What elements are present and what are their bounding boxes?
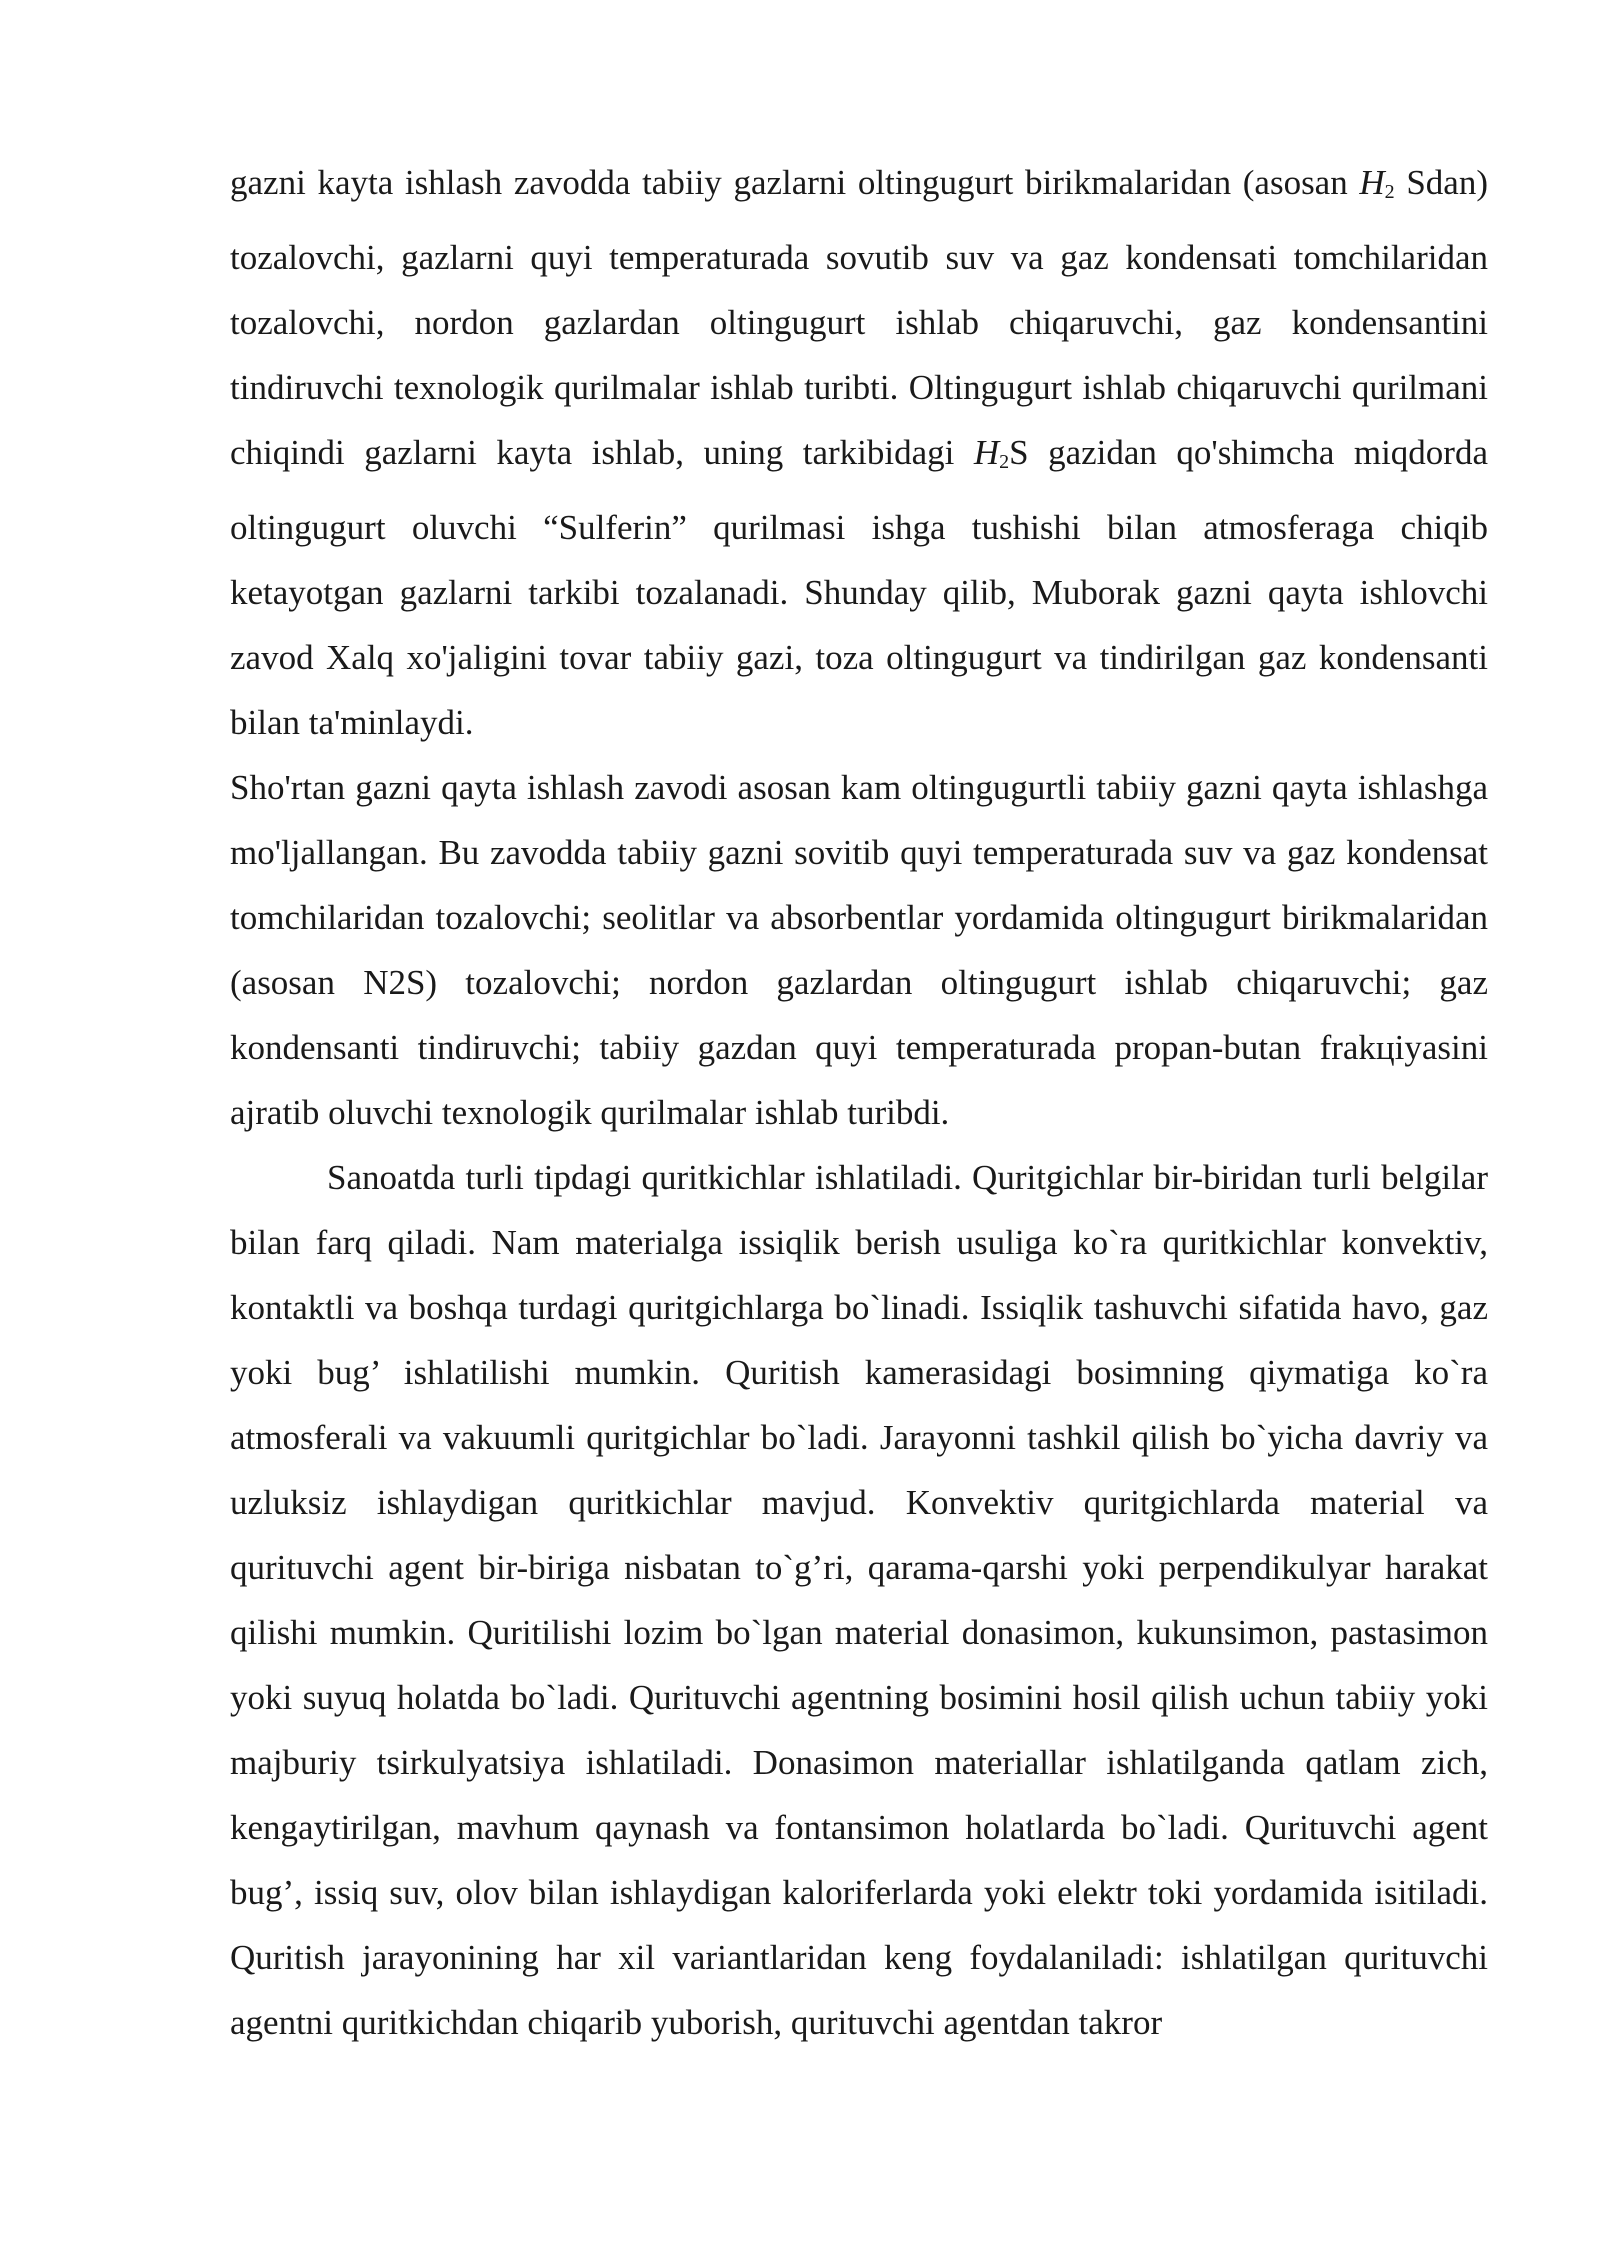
formula-h2s-subscript: 2 <box>999 451 1010 473</box>
formula-h2s-symbol: H <box>973 433 1000 472</box>
paragraph-text-segment: gazni kayta ishlash zavodda tabiiy gazlarni oltingugurt birikmalaridan (asosan <box>230 163 1360 202</box>
paragraph-text-segment: S gazidan qo'shimcha miqdorda oltingugurt oluvchi “Sulferin” qurilmasi ishga tushishi bilan atmosferaga chiqib ketayotgan gazlarni tarkibi tozalanadi. Shunday qilib, Muborak gazni qayta ishlovchi zavod Xalq xo'jaligini tovar tabiiy gazi, toza oltingugurt va tindirilgan gaz kondensanti bilan ta'minlaydi. <box>230 433 1488 742</box>
paragraph-shortan-plant: Sho'rtan gazni qayta ishlash zavodi asosan kam oltingugurtli tabiiy gazni qayta ishlashga mo'ljallangan. Bu zavodda tabiiy gazni sovitib quyi temperaturada suv va gaz kondensat tomchilaridan tozalovchi; seolitlar va absorbentlar yordamida oltingugurt birikmalaridan (asosan N2S) tozalovchi; nordon gazlardan oltingugurt ishlab chiqaruvchi; gaz kondensanti tindiruvchi; tabiiy gazdan quyi temperaturada propan-butan frakцiyasini ajratib oluvchi texnologik qurilmalar ishlab turibdi. <box>230 768 1488 1132</box>
paragraph-gas-processing-muborak <box>230 150 1488 755</box>
paragraph-text-segment: Sdan) tozalovchi, gazlarni quyi temperaturada sovutib suv va gaz kondensati tomchilaridan tozalovchi, nordon gazlardan oltingugurt ishlab chiqaruvchi, gaz kondensantini tindiruvchi texnologik qurilmalar ishlab turibti. Oltingugurt ishlab chiqaruvchi qurilmani chiqindi gazlarni kayta ishlab, uning tarkibidagi <box>230 163 1488 472</box>
document-page <box>230 150 1488 2055</box>
formula-h2-subscript: 2 <box>1384 181 1395 203</box>
formula-h2-symbol: H <box>1359 163 1385 202</box>
paragraph-dryers: Sanoatda turli tipdagi quritkichlar ishlatiladi. Quritgichlar bir-biridan turli belgilar bilan farq qiladi. Nam materialga issiqlik berish usuliga ko`ra quritkichlar konvektiv, kontaktli va boshqa turdagi quritgichlarga bo`linadi. Issiqlik tashuvchi sifatida havo, gaz yoki bug’ ishlatilishi mumkin. Quritish kamerasidagi bosimning qiymatiga ko`ra atmosferali va vakuumli quritgichlar bo`ladi. Jarayonni tashkil qilish bo`yicha davriy va uzluksiz ishlaydigan quritkichlar mavjud. Konvektiv quritgichlarda material va qurituvchi agent bir-biriga nisbatan to`g’ri, qarama-qarshi yoki perpendikulyar harakat qilishi mumkin. Quritilishi lozim bo`lgan material donasimon, kukunsimon, pastasimon yoki suyuq holatda bo`ladi. Qurituvchi agentning bosimini hosil qilish uchun tabiiy yoki majburiy tsirkulyatsiya ishlatiladi. Donasimon materiallar ishlatilganda qatlam zich, kengaytirilgan, mavhum qaynash va fontansimon holatlarda bo`ladi. Qurituvchi agent bug’, issiq suv, olov bilan ishlaydigan kaloriferlarda yoki elektr toki yordamida isitiladi. Quritish jarayonining har xil variantlaridan keng foydalaniladi: ishlatilgan qurituvchi agentni quritkichdan chiqarib yuborish, qurituvchi agentdan takror <box>230 1158 1488 2042</box>
